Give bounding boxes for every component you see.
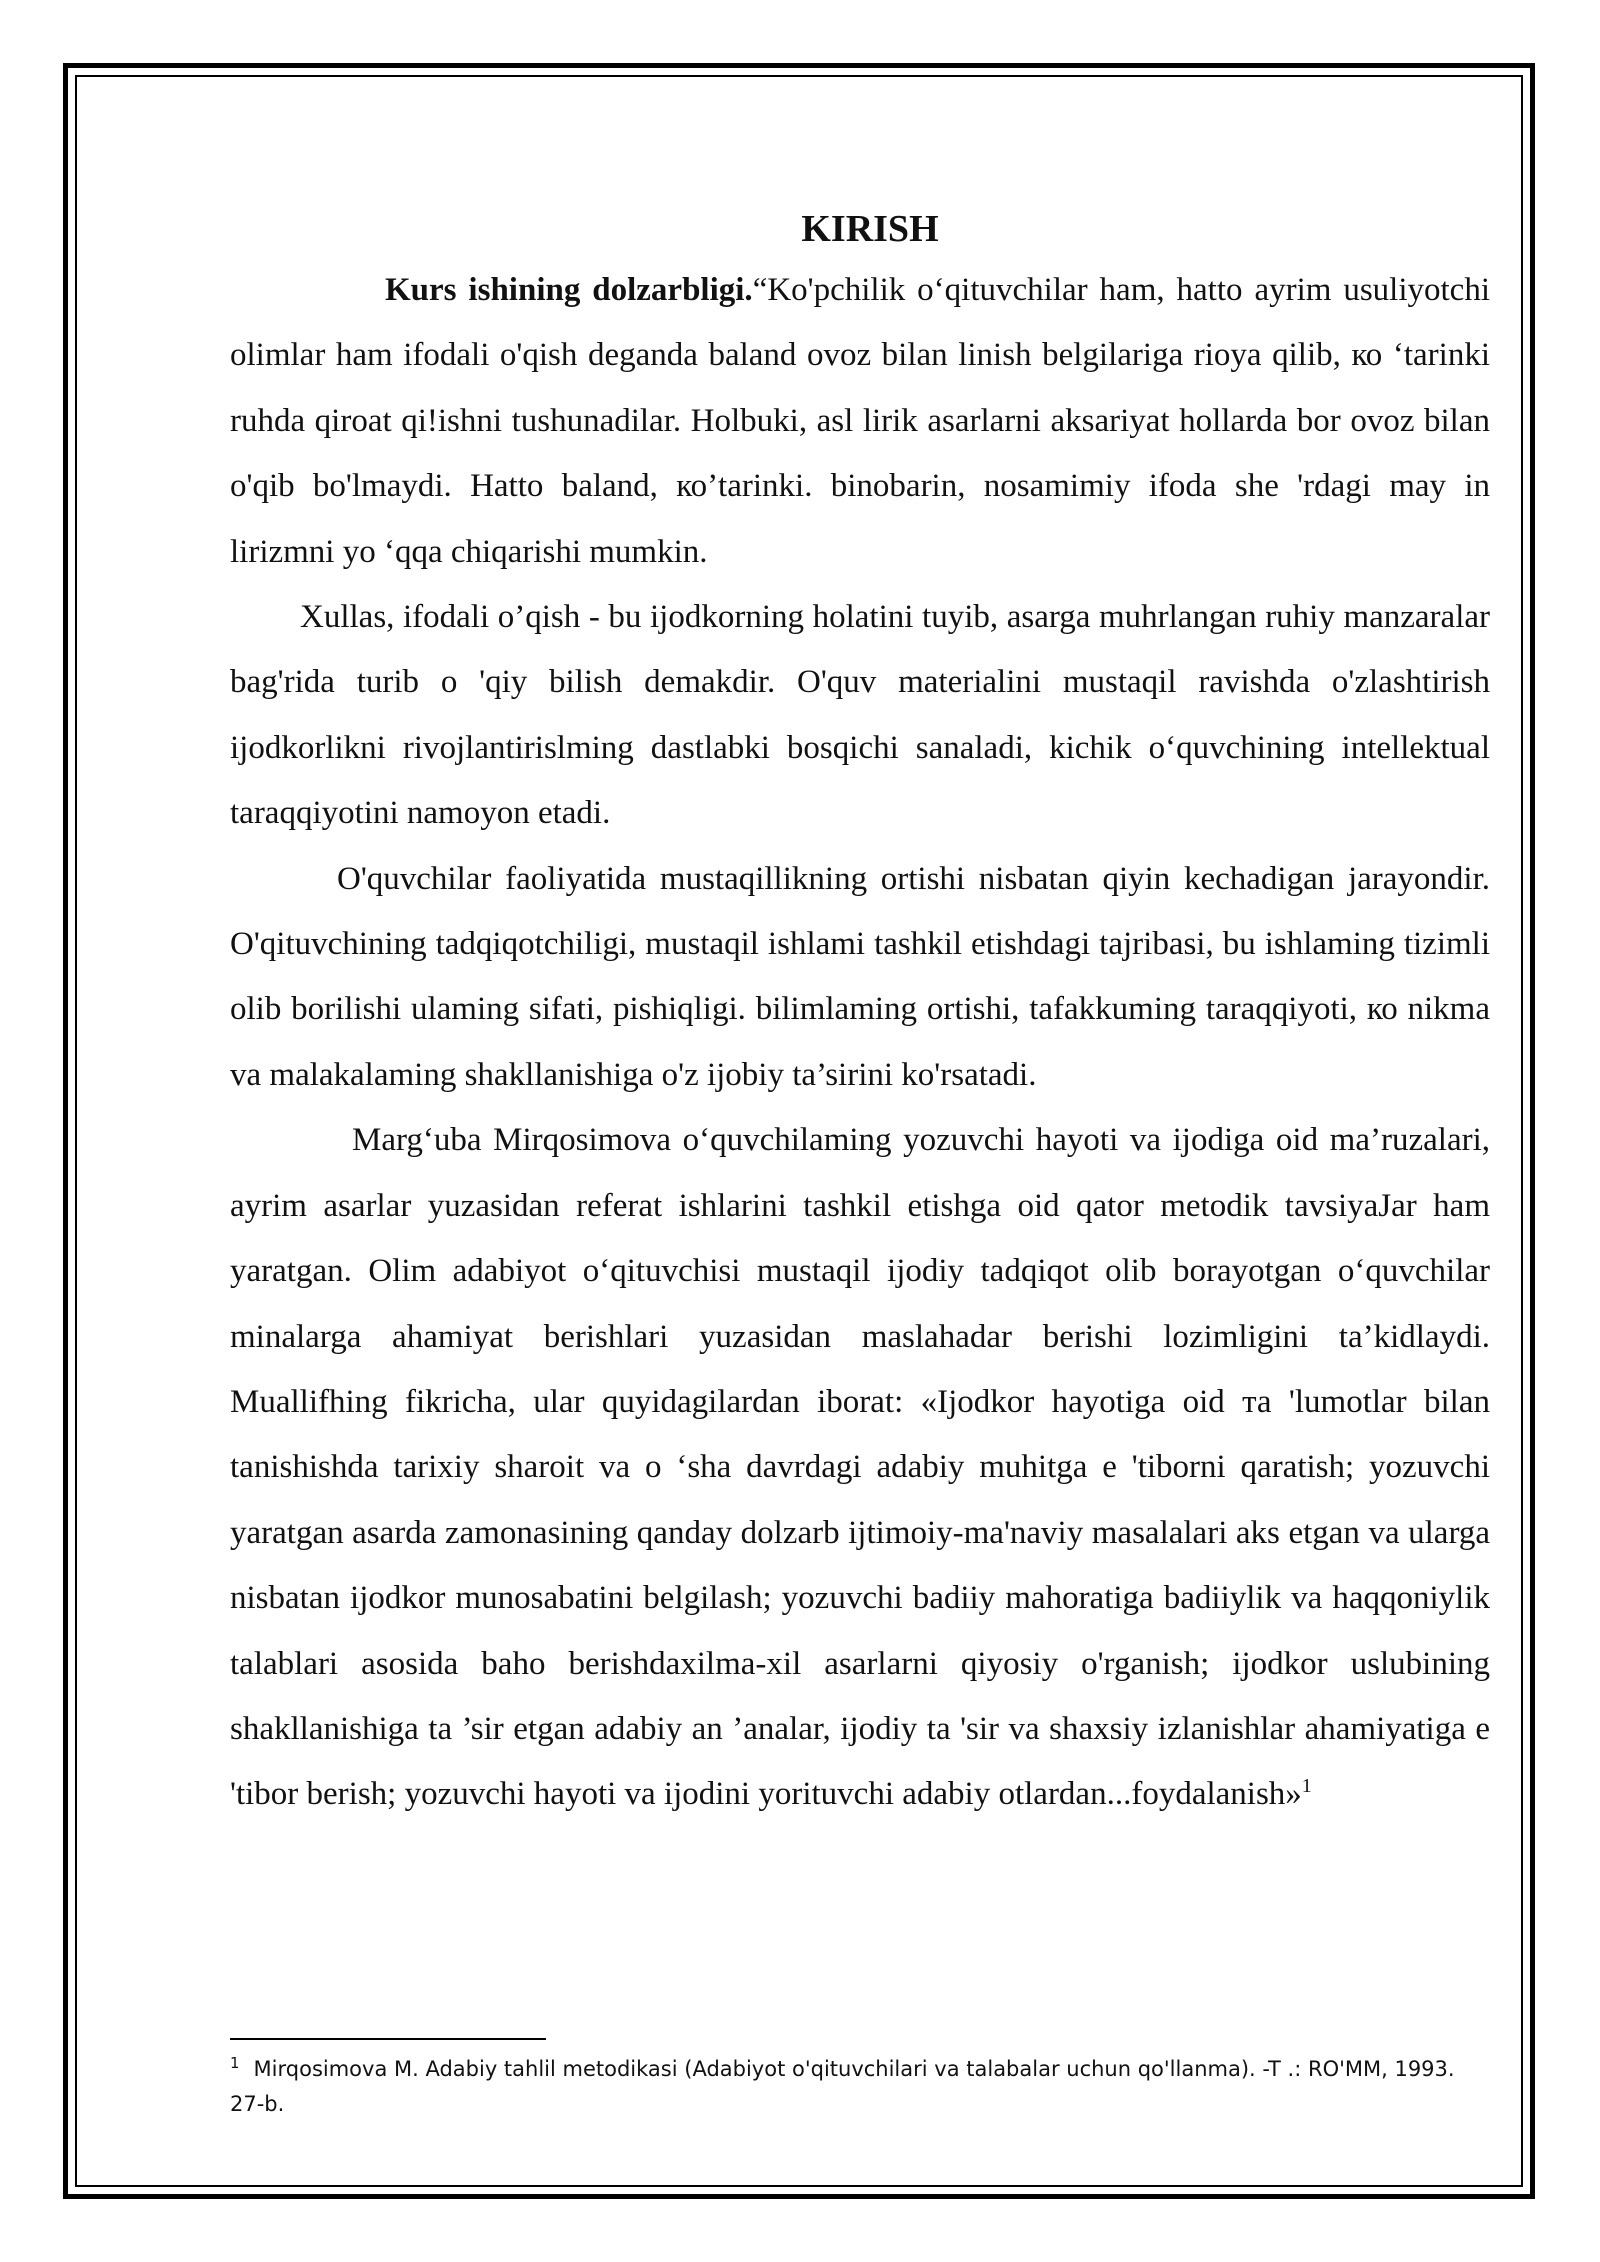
footnote-reference[interactable]: 1 <box>1301 1775 1312 1798</box>
footnote-text: Mirqosimova M. Adabiy tahlil metodikasi (Adabiyot o'qituvchilari va talabalar uchun qo'llanma). -T .: RO'MM, 1993. 27-b. <box>230 2057 1455 2116</box>
section-lead: Kurs ishining dolzarbligi. <box>385 272 753 308</box>
paragraph-text: “Ko'pchilik oʻqituvchilar ham, hatto ayrim usuliyotchi olimlar ham ifodali o'qish deganda baland ovoz bilan linish belgilariga rioya qilib, ко ‘tarinki ruhda qiroat qi!ishni tushunadilar. Holbuki, asl lirik asarlarni aksariyat hollarda bor ovoz bilan o'qib bo'lmaydi. Hatto baland, ко’tarinki. binobarin, nosamimiy ifoda she 'rdagi may in lirizmni yo ‘qqa chiqarishi mumkin. <box>230 272 1490 570</box>
footnote-separator <box>230 2038 546 2040</box>
paragraph-mirqosimova <box>230 1108 1490 1827</box>
paragraph-expressive-reading: Xullas, ifodali o’qish - bu ijodkorning holatini tuyib, asarga muhrlangan ruhiy manzaralar bag'rida turib o 'qiy bilish demakdir. O'quv materialini mustaqil ravishda o'zlashtirish ijodkorlikni rivojlantirislming dastlabki bosqichi sanaladi, kichik oʻquvchining intellektual taraqqiyotini namoyon etadi. <box>230 599 1490 832</box>
paragraph-relevance <box>230 258 1490 585</box>
paragraph-independence: O'quvchilar faoliyatida mustaqillikning ortishi nisbatan qiyin kechadigan jarayondir. O'qituvchining tadqiqotchiligi, mustaqil ishlami tashkil etishdagi tajribasi, bu ishlaming tizimli olib borilishi ulaming sifati, pishiqligi. bilimlaming ortishi, tafakkuming taraqqiyoti, ко nikma va malakalaming shakllanishiga o'z ijobiy ta’sirini ko'rsatadi. <box>230 860 1490 1093</box>
page-title: KIRISH <box>801 208 939 250</box>
footnote-number: 1 <box>230 2054 240 2072</box>
footnote <box>230 2052 1490 2122</box>
document-body <box>230 200 1490 1828</box>
paragraph-text: Margʻuba Mirqosimova oʻquvchilaming yozuvchi hayoti va ijodiga oid ma’ruzalari, ayrim asarlar yuzasidan referat ishlarini tashkil etishga oid qator metodik tavsiyaJar ham yaratgan. Olim adabiyot oʻqituvchisi mustaqil ijodiy tadqiqot olib borayotgan oʻquvchilar minalarga ahamiyat berishlari yuzasidan maslahadar berishi lozimligini ta’kidlaydi. Muallifhing fikricha, ular quyidagilardan iborat: «Ijodkor hayotiga oid та 'lumotlar bilan tanishishda tarixiy sharoit va o ‘sha davrdagi adabiy muhitga e 'tiborni qaratish; yozuvchi yaratgan asarda zamonasining qanday dolzarb ijtimoiy-ma'naviy masalalari aks etgan va ularga nisbatan ijodkor munosabatini belgilash; yozuvchi badiiy mahoratiga badiiylik va haqqoniylik talablari asosida baho berishdaxilma-xil asarlarni qiyosiy o'rganish; ijodkor uslubining shakllanishiga ta ’sir etgan adabiy an ’analar, ijodiy ta 'sir va shaxsiy izlanishlar ahamiyatiga e 'tibor berish; yozuvchi hayoti va ijodini yorituvchi adabiy otlardan...foydalanish» <box>230 1122 1490 1813</box>
